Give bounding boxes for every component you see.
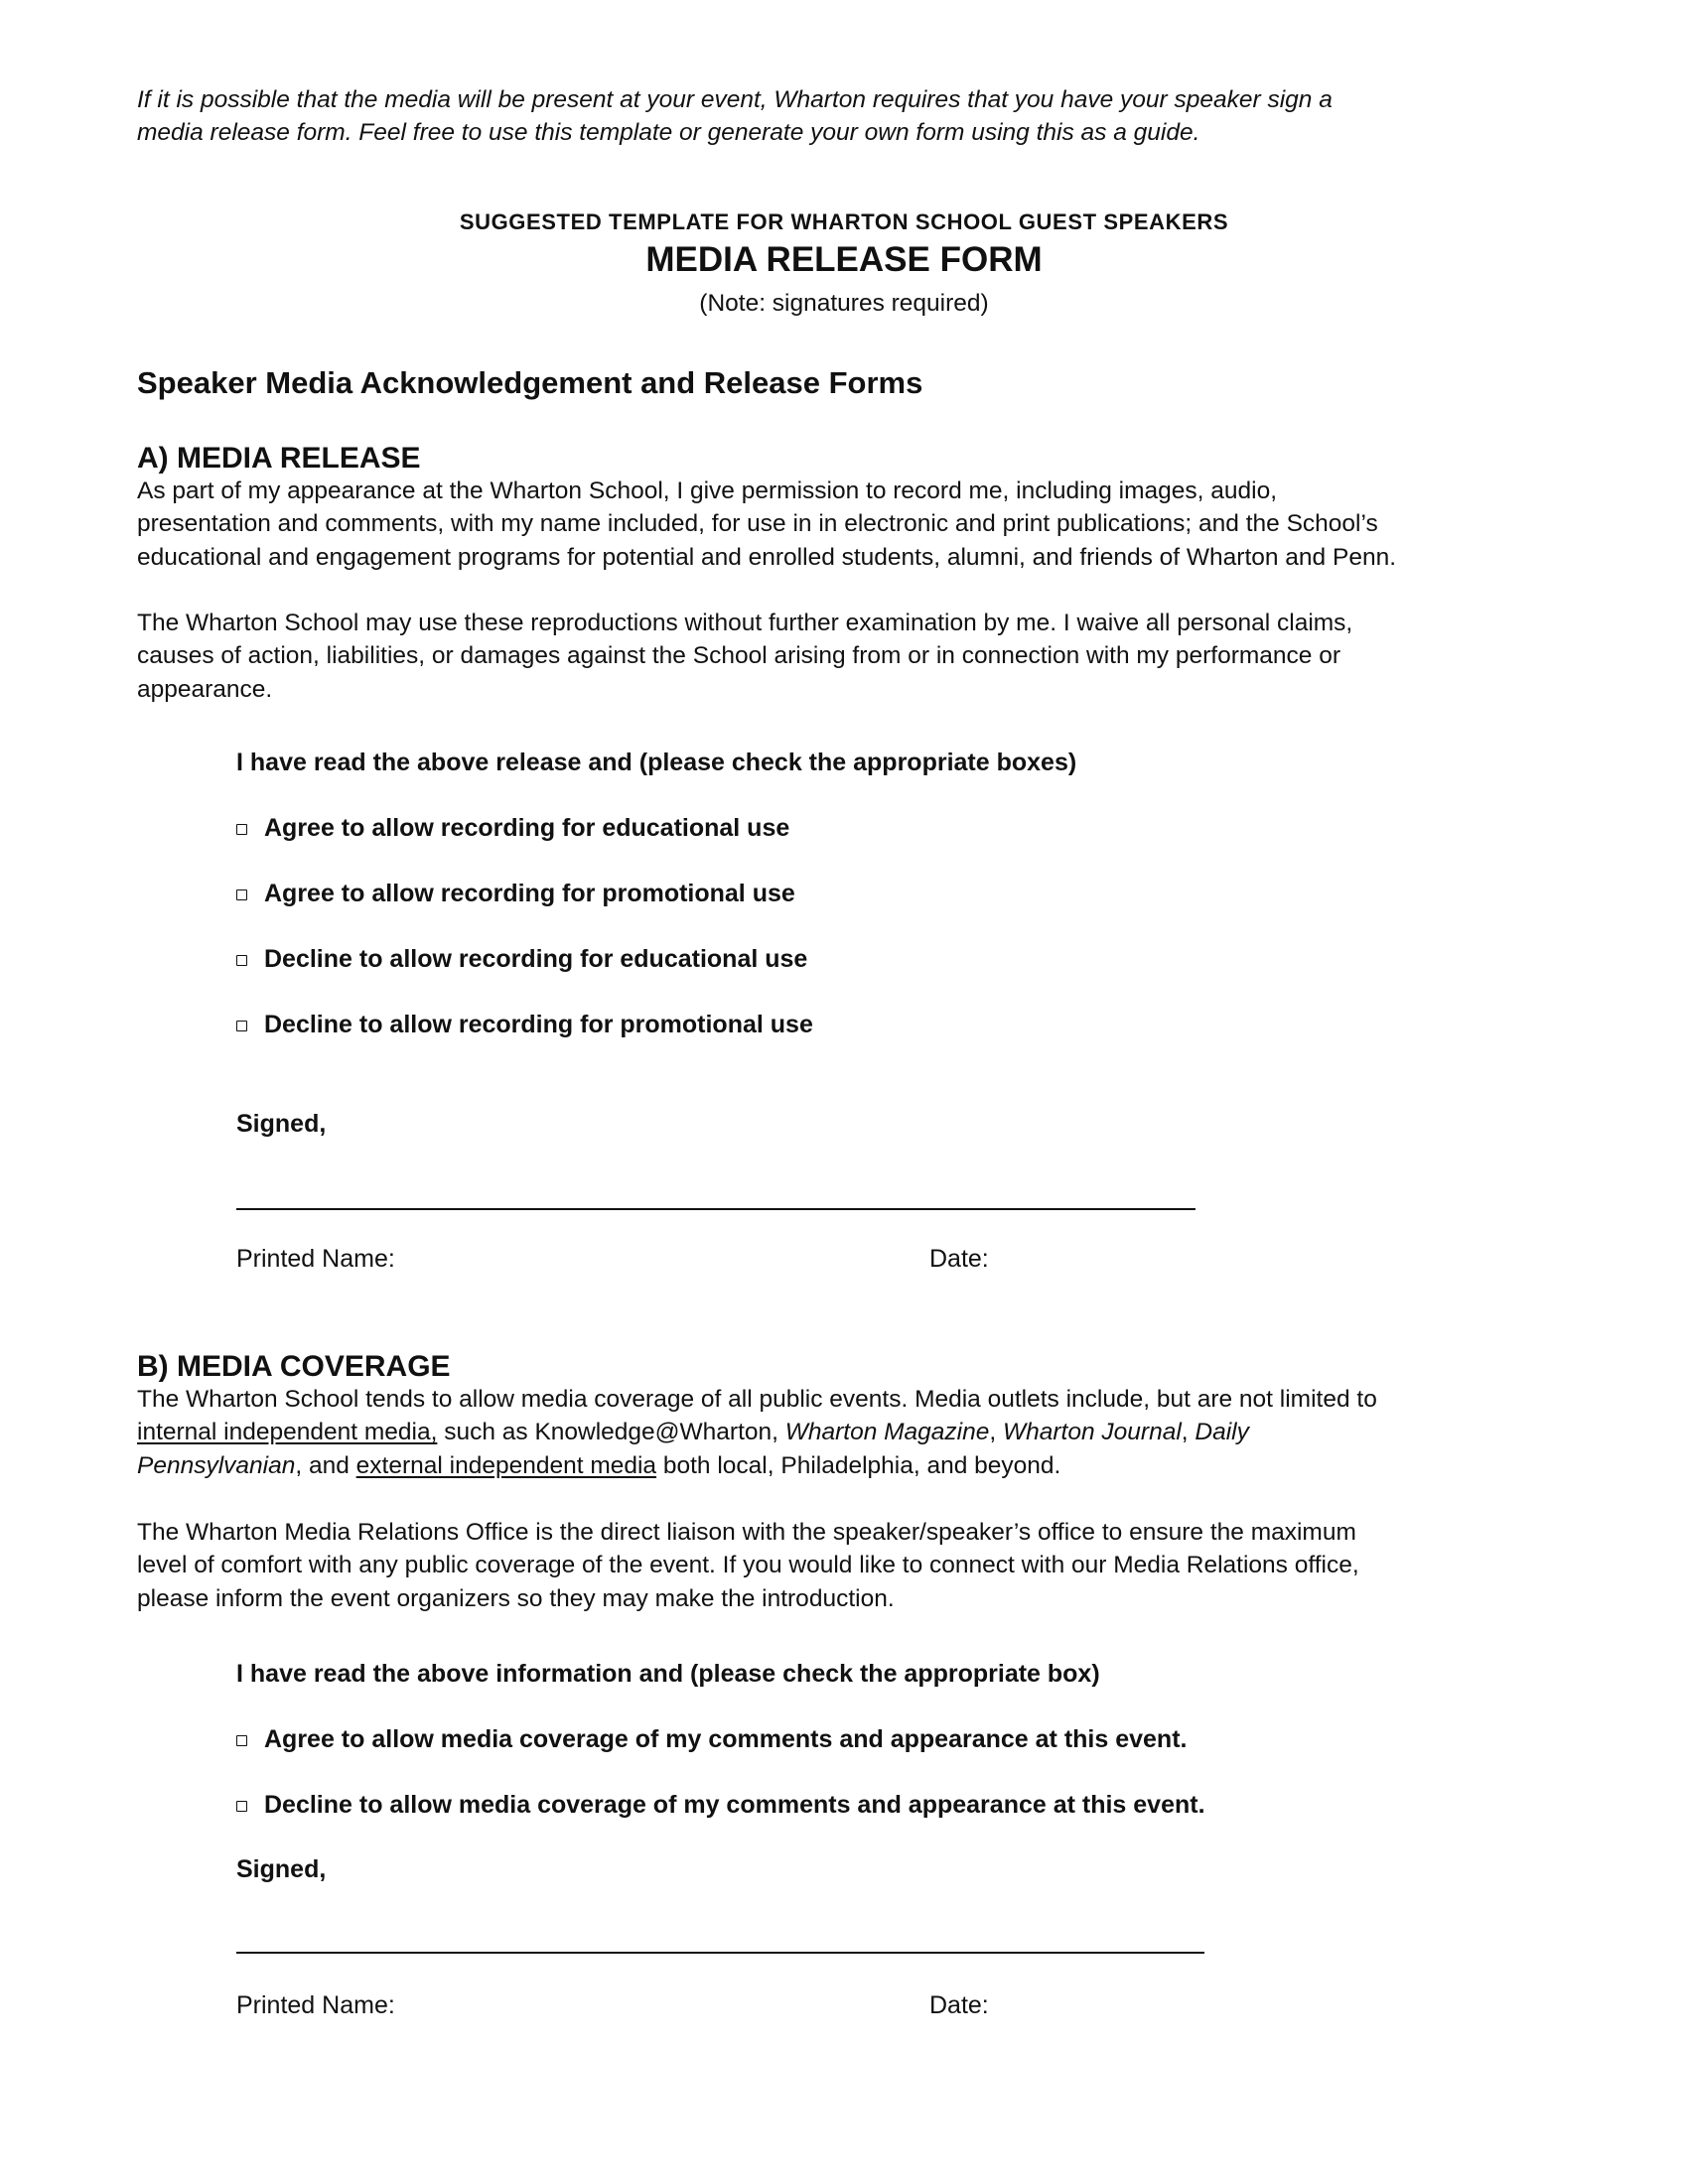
section-a-paragraph-2 xyxy=(137,607,1352,706)
option-label: Agree to allow recording for promotional use xyxy=(264,880,795,907)
signature-line[interactable] xyxy=(236,1952,1204,1954)
option-label: Decline to allow media coverage of my comments and appearance at this event. xyxy=(264,1791,1205,1819)
form-title: MEDIA RELEASE FORM xyxy=(645,240,1043,279)
paragraph-line: level of comfort with any public coverage of the event. If you would like to connect with our Media Relations office, xyxy=(137,1552,1359,1579)
template-subtitle: SUGGESTED TEMPLATE FOR WHARTON SCHOOL GUEST SPEAKERS xyxy=(459,209,1229,234)
printed-name-label: Printed Name: xyxy=(236,1991,395,2019)
section-a-instruction: I have read the above release and (please check the appropriate boxes) xyxy=(236,749,1077,776)
paragraph-line: The Wharton School tends to allow media coverage of all public events. Media outlets include, but are not limited to xyxy=(137,1386,1377,1413)
text-run: , and xyxy=(295,1451,356,1479)
option-label: Decline to allow recording for educational use xyxy=(264,945,808,973)
text-run: such as Knowledge@Wharton, xyxy=(437,1419,785,1446)
option-label: Decline to allow recording for promotional use xyxy=(264,1011,813,1038)
checkbox-icon[interactable] xyxy=(236,955,247,966)
paragraph-line: appearance. xyxy=(137,675,273,703)
checkbox-icon[interactable] xyxy=(236,824,247,835)
option-label: Agree to allow media coverage of my comments and appearance at this event. xyxy=(264,1725,1188,1753)
paragraph-line xyxy=(137,1416,1377,1448)
paragraph-line: presentation and comments, with my name included, for use in in electronic and print publications; and the School’s xyxy=(137,510,1378,538)
printed-name-label: Printed Name: xyxy=(236,1245,395,1273)
checkbox-icon[interactable] xyxy=(236,1021,247,1031)
option-agree-coverage[interactable] xyxy=(236,1725,1187,1754)
paragraph-line: please inform the event organizers so they may make the introduction. xyxy=(137,1584,895,1612)
paragraph-line: The Wharton School may use these reproductions without further examination by me. I waive all personal claims, xyxy=(137,610,1353,636)
section-b-instruction: I have read the above information and (please check the appropriate box) xyxy=(236,1660,1100,1688)
text-run: , xyxy=(989,1419,1004,1446)
external-media-link[interactable]: external independent media xyxy=(355,1451,657,1479)
checkbox-icon[interactable] xyxy=(236,889,247,900)
checkbox-icon[interactable] xyxy=(236,1801,247,1812)
date-label: Date: xyxy=(929,1245,989,1273)
section-b-paragraph-1 xyxy=(137,1383,1377,1482)
paragraph-line: educational and engagement programs for potential and enrolled students, alumni, and friends of Wharton and Penn. xyxy=(137,543,1397,571)
publication-name: Wharton Journal xyxy=(1003,1419,1182,1446)
paragraph-line xyxy=(137,1449,1377,1482)
signature-line[interactable] xyxy=(236,1208,1196,1210)
section-b-paragraph-2 xyxy=(137,1516,1359,1615)
text-run: , xyxy=(1181,1419,1196,1446)
intro-note xyxy=(137,83,1333,150)
option-agree-promotional[interactable] xyxy=(236,880,795,908)
signed-label: Signed, xyxy=(236,1855,327,1883)
option-decline-promotional[interactable] xyxy=(236,1011,813,1039)
page-title: Speaker Media Acknowledgement and Release Forms xyxy=(137,365,923,400)
signature-note: (Note: signatures required) xyxy=(699,290,989,317)
publication-name: Daily xyxy=(1195,1419,1249,1446)
publication-name: Wharton Magazine xyxy=(784,1419,990,1446)
option-label: Agree to allow recording for educational use xyxy=(264,814,790,842)
checkbox-icon[interactable] xyxy=(236,1735,247,1746)
intro-line: media release form. Feel free to use this template or generate your own form using this as a guide. xyxy=(137,119,1200,147)
option-agree-educational[interactable] xyxy=(236,814,789,843)
option-decline-coverage[interactable] xyxy=(236,1791,1205,1820)
signed-label: Signed, xyxy=(236,1110,327,1138)
text-run: both local, Philadelphia, and beyond. xyxy=(656,1451,1061,1479)
date-label: Date: xyxy=(929,1991,989,2019)
paragraph-line: The Wharton Media Relations Office is the direct liaison with the speaker/speaker’s office to ensure the maximum xyxy=(137,1519,1356,1546)
internal-media-link[interactable]: internal independent media, xyxy=(137,1419,438,1446)
section-a-heading: A) MEDIA RELEASE xyxy=(137,442,421,475)
section-a-paragraph-1 xyxy=(137,475,1396,574)
intro-line: If it is possible that the media will be present at your event, Wharton requires that you have your speaker sign a xyxy=(137,86,1333,113)
paragraph-line: As part of my appearance at the Wharton School, I give permission to record me, including images, audio, xyxy=(137,478,1278,504)
section-b-heading: B) MEDIA COVERAGE xyxy=(137,1350,451,1383)
publication-name: Pennsylvanian xyxy=(137,1451,296,1479)
option-decline-educational[interactable] xyxy=(236,945,807,974)
paragraph-line: causes of action, liabilities, or damages against the School arising from or in connection with my performance or xyxy=(137,642,1340,670)
